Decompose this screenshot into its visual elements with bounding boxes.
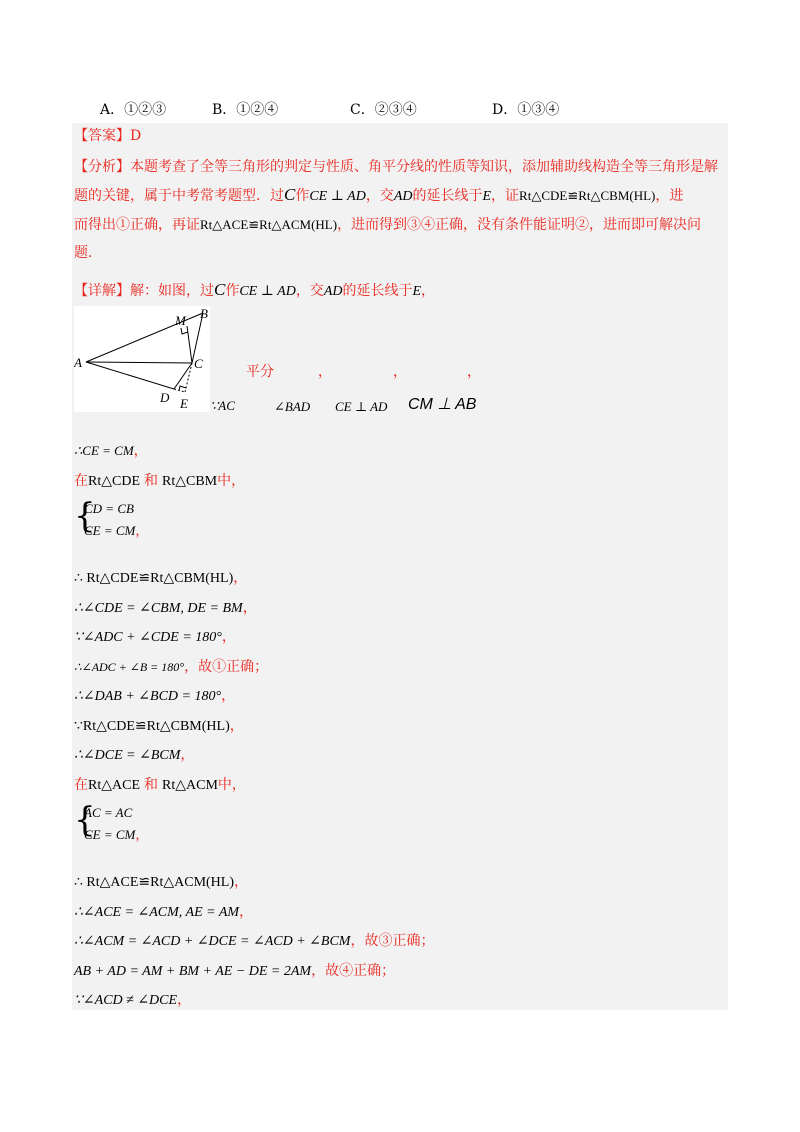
system-1-eq-a: CD = CB [84, 501, 134, 516]
given-comma-2: ， [393, 364, 407, 380]
step-8 [74, 716, 244, 737]
step-13-end: ，故③正确； [350, 933, 435, 949]
step-14-math: AB + AD = AM + BM + AE − DE = 2AM [74, 964, 312, 979]
step-6-math: ∴∠ADC + ∠B = 180° [74, 660, 185, 674]
geometry-diagram [74, 306, 210, 412]
step-12-end: ， [239, 904, 254, 920]
step-9-math: ∴∠DCE = ∠BCM [74, 748, 181, 763]
option-b: B．①②④ [212, 102, 279, 118]
given-ce-perp-ad: CE ⊥ AD [335, 399, 388, 414]
step-4-end: ， [242, 600, 257, 616]
analysis-jin: ，进 [655, 188, 684, 204]
answer-value: D [130, 128, 142, 144]
step-14-end: ，故④正确； [311, 963, 396, 979]
step-7 [74, 686, 235, 707]
step-5 [74, 627, 236, 648]
analysis-yanchang: 的延长线于 [412, 188, 483, 204]
step-3 [74, 568, 247, 589]
step-14 [74, 961, 395, 982]
step-13-math: ∴∠ACM = ∠ACD + ∠DCE = ∠ACD + ∠BCM [74, 934, 351, 949]
segment-cm [187, 326, 192, 363]
step-2 [74, 471, 245, 492]
system-2-eq-a: AC = AC [84, 805, 133, 820]
step-7-end: ， [221, 688, 236, 704]
step-3-math: ∴ Rt△CDE≌Rt△CBM(HL) [74, 571, 234, 586]
label-e: E [180, 396, 188, 411]
step-11-end: ， [234, 874, 249, 890]
detail-comma: ， [421, 283, 436, 299]
system-2-end: ， [135, 827, 149, 842]
segment-ad [86, 362, 174, 389]
analysis-text-1: 本题考查了全等三角形的判定与性质、角平分线的性质等知识，添加辅助线构造全等三角形是解 [130, 159, 718, 175]
step-10-zai: 在 [74, 777, 88, 793]
math-e: E [482, 189, 492, 204]
math-e: E [412, 284, 422, 299]
given-comma-3: ， [467, 364, 481, 380]
detail-intro [74, 280, 435, 302]
step-9-end: ， [180, 747, 195, 763]
step-2-zhong: 中， [217, 473, 246, 489]
step-1 [74, 441, 148, 461]
step-12 [74, 902, 253, 923]
label-c: C [194, 356, 203, 371]
math-congruence-1: Rt△CDE≌Rt△CBM(HL) [519, 188, 656, 203]
analysis-jiao: ，交 [365, 188, 394, 204]
step-7-math: ∴∠DAB + ∠BCD = 180° [74, 689, 222, 704]
math-ad: AD [393, 189, 413, 204]
step-8-end: ， [229, 718, 244, 734]
system-2-eq-b: CE = CM [84, 827, 136, 842]
given-ac: ∵AC [210, 398, 235, 413]
analysis-text-3b: ，进而得到③④正确，没有条件能证明②，进而即可解决问 [337, 217, 702, 233]
detail-jiao: ，交 [295, 283, 324, 299]
step-10-zhong: 中， [217, 777, 246, 793]
option-a: A．①②③ [100, 102, 167, 118]
step-6-end: ，故①正确； [184, 659, 269, 675]
label-a: A [74, 355, 82, 370]
math-congruence-2: Rt△ACE≌Rt△ACM(HL) [200, 217, 338, 232]
math-c: C [214, 280, 226, 299]
step-8-math: ∵Rt△CDE≌Rt△CBM(HL) [74, 719, 230, 734]
step-15 [74, 990, 191, 1011]
step-10-he: 和 [144, 777, 158, 793]
math-ad: AD [323, 284, 343, 299]
math-ce-perp-ad: CE ⊥ AD [239, 284, 296, 299]
step-1-math: ∴CE = CM [74, 443, 134, 458]
answer-line [74, 126, 141, 146]
analysis-zuo: 作 [295, 188, 310, 204]
step-13 [74, 931, 434, 952]
detail-label: 【详解】 [74, 283, 130, 299]
step-15-math: ∵∠ACD ≠ ∠DCE [74, 993, 178, 1008]
label-b: B [200, 306, 208, 321]
step-15-end: ， [177, 992, 192, 1008]
step-5-math: ∵∠ADC + ∠CDE = 180° [74, 630, 222, 645]
triangle-acm: Rt△ACM [162, 778, 218, 793]
step-3-end: ， [233, 570, 248, 586]
detail-yanchang: 的延长线于 [342, 283, 413, 299]
step-4-math: ∴∠CDE = ∠CBM, DE = BM [74, 601, 243, 616]
label-d: D [160, 390, 170, 405]
analysis-label: 【分析】 [74, 159, 130, 175]
system-1 [84, 498, 148, 542]
step-11-math: ∴ Rt△ACE≌Rt△ACM(HL) [74, 875, 235, 890]
analysis-zheng: ，证 [491, 188, 520, 204]
detail-zuo: 作 [225, 283, 240, 299]
given-angle-bad: ∠BAD [274, 399, 311, 414]
system-2 [84, 802, 148, 846]
detail-text: 解：如图，过 [130, 283, 214, 299]
option-d: D．①③④ [492, 102, 560, 118]
step-12-math: ∴∠ACE = ∠ACM, AE = AM [74, 905, 240, 920]
given-comma-1: ， [318, 364, 332, 380]
analysis-text-3: 而得出①正确，再证 [74, 217, 200, 233]
analysis-text-2: 题的关键，属于中考常考题型．过 [74, 188, 284, 204]
triangle-ace: Rt△ACE [88, 778, 140, 793]
label-m: M [175, 313, 186, 328]
analysis-text-4: 题． [74, 245, 102, 261]
step-9 [74, 745, 194, 766]
system-1-eq-b: CE = CM [84, 523, 136, 538]
step-10 [74, 775, 246, 796]
step-6 [74, 657, 268, 677]
segment-ac [86, 362, 192, 363]
system-1-end: ， [135, 523, 149, 538]
triangle-cbm: Rt△CBM [162, 474, 218, 489]
step-2-he: 和 [144, 473, 158, 489]
math-ce-perp-ad: CE ⊥ AD [309, 189, 366, 204]
given-cm-perp-ab: CM ⊥ AB [408, 396, 477, 413]
given-pingfen: 平分 [246, 364, 274, 380]
math-c: C [284, 185, 296, 204]
answer-label: 【答案】 [74, 128, 130, 144]
geometry-figure [74, 306, 210, 412]
analysis-paragraph [74, 153, 724, 267]
option-c: C．②③④ [350, 102, 417, 118]
system-brace-1: { [74, 496, 96, 536]
triangle-cde: Rt△CDE [88, 474, 140, 489]
system-brace-2: { [74, 800, 96, 840]
step-2-zai: 在 [74, 473, 88, 489]
step-4 [74, 598, 257, 619]
step-5-end: ， [221, 629, 236, 645]
step-1-end: ， [133, 443, 148, 459]
step-11 [74, 872, 248, 893]
